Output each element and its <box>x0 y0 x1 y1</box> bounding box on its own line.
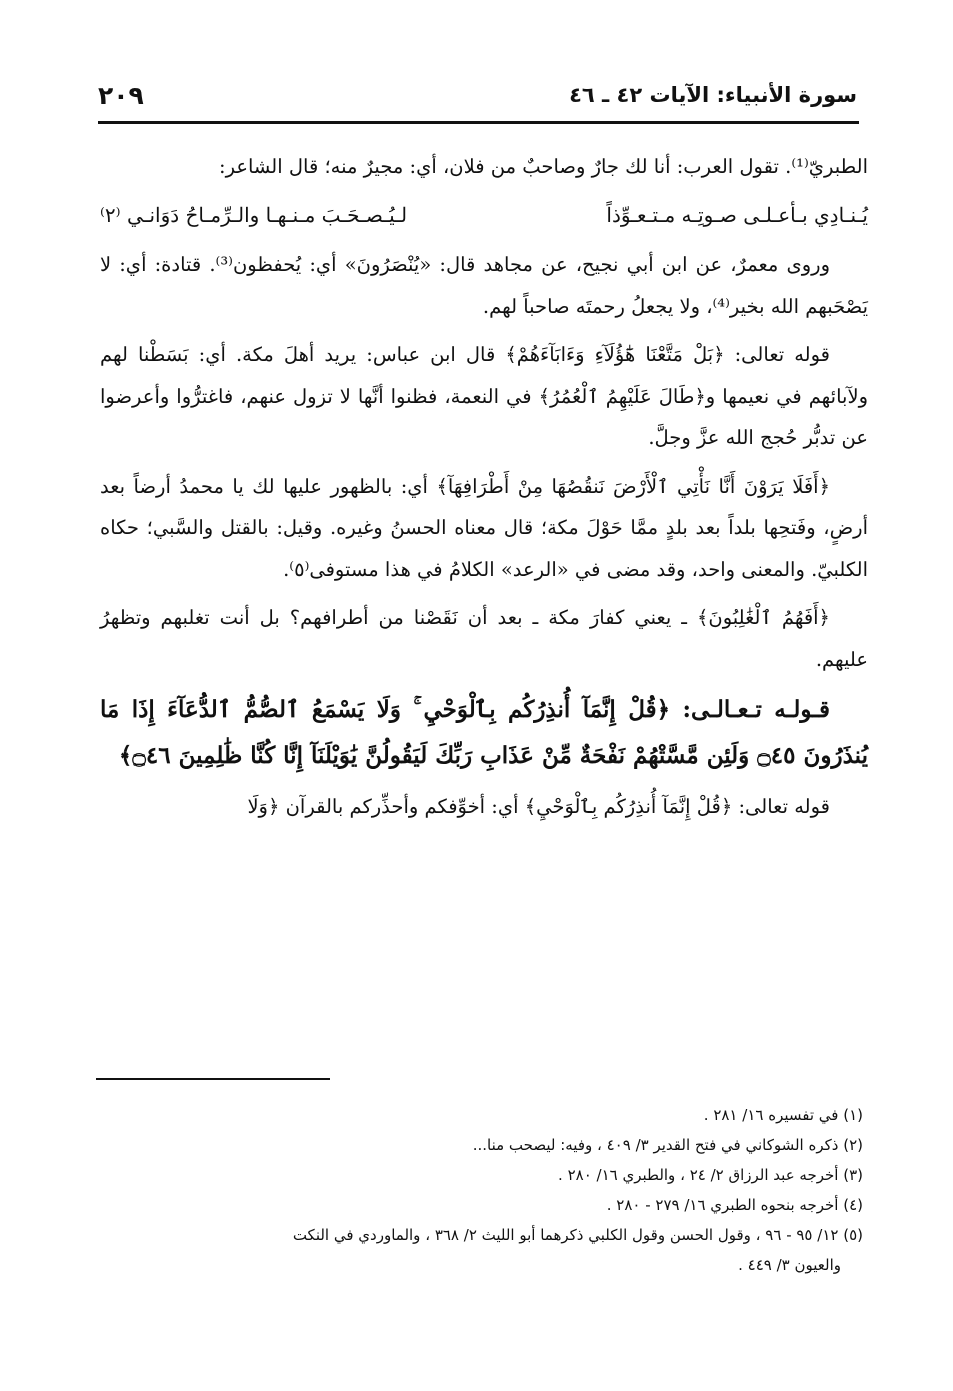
paragraph-6: قوله تعالى: ﴿قُلْ إِنَّمَآ أُنذِرُكُم بِٱلْوَحْيِ﴾ أي: أخوِّفكم وأحذِّركم بالقرآن ﴿وَلَا <box>247 795 830 818</box>
main-text <box>100 146 868 835</box>
paragraph-4: ﴿أَفَلَا يَرَوْنَ أَنَّا نَأْتِي ٱلْأَرْضَ نَنقُصُهَا مِنْ أَطْرَافِهَآ﴾ أي: بالظهور عليها لك يا محمدُ أرضاً بعد أرضٍ، وفَتحِها بلداً بعد بلدٍ ممَّا حَوْلَ مكة؛ قال معناه الحسنُ وغيره. وقيل: بالقتل والسَّبي؛ حكاه الكلبيّ. والمعنى واحد، وقد مضى في «الرعد» الكلامُ في هذا مستوفى⁽٥⁾. <box>100 474 868 581</box>
verse-heading: قـولـه تـعـالـى: ﴿قُلْ إِنَّمَآ أُنذِرُكُم بِٱلْوَحْيِ ۚ وَلَا يَسْمَعُ ٱلصُّمُّ ٱلدُّعَآءَ إِذَا مَا يُنذَرُونَ ۝٤٥ وَلَئِن مَّسَّتْهُمْ نَفْحَةٌ مِّنْ عَذَابِ رَبِّكَ لَيَقُولُنَّ يَٰوَيْلَنَآ إِنَّا كُنَّا ظَٰلِمِينَ ۝٤٦﴾ <box>100 696 868 769</box>
page-number: ٢٠٩ <box>98 80 144 110</box>
paragraph-2: وروى معمرٌ، عن ابن أبي نجيح، عن مجاهد قال: «يُنْصَرُونَ» أي: يُحفظون⁽³⁾. قتادة: أي: لا يَصْحَبهم الله بخير⁽⁴⁾، ولا يجعلُ رحمتَه صاحباً لهم. <box>100 253 868 318</box>
poetry-verse <box>100 195 868 237</box>
footnotes <box>110 1100 863 1280</box>
header-rule <box>98 121 859 124</box>
footnote-5-continued: والعيون ٣/ ٤٤٩ . <box>738 1256 841 1274</box>
footnote-5: (٥) ١٢/ ٩٥ - ٩٦ ، وقول الحسن وقول الكلبي ذكرهما أبو الليث ٢/ ٣٦٨ ، والماوردي في النكت <box>292 1226 863 1244</box>
chapter-title: سورة الأنبياء: الآيات ٤٢ ـ ٤٦ <box>569 83 857 107</box>
footnote-rule <box>96 1078 330 1080</box>
paragraph-5: ﴿أَفَهُمُ ٱلْغَٰلِبُونَ﴾ ـ يعني كفارَ مكة ـ بعد أن نَقَصْنا من أطرافهم؟ بل أنت تغلبهم وتظهرُ عليهم. <box>100 606 868 671</box>
page-header <box>98 70 857 120</box>
verse-first-hemistich: يُـنـادِي بـأعـلـى صـوتِـه مـتـعـوِّذاً <box>606 202 868 227</box>
paragraph-3: قوله تعالى: ﴿بَلْ مَتَّعْنَا هَٰٓؤُلَآءِ وَءَابَآءَهُمْ﴾ قال ابن عباس: يريد أهلَ مكة. أي: بَسَطْنا لهم ولآبائهم في نعيمها و﴿طَالَ عَلَيْهِمُ ٱلْعُمُرُ﴾ في النعمة، فظنوا أنَّها لا تزول عنهم، فاغترُّوا وأعرضوا عن تدبُّر حُجج الله عزَّ وجلَّ. <box>100 343 868 449</box>
footnote-1: (١) في تفسيره ١٦/ ٢٨١ . <box>703 1106 863 1124</box>
footnote-2: (٢) ذكره الشوكاني في فتح القدير ٣/ ٤٠٩ ، وفيه: ليصحب منا... <box>472 1136 863 1154</box>
footnote-4: (٤) أخرجه بنحوه الطبري ١٦/ ٢٧٩ - ٢٨٠ . <box>606 1196 863 1214</box>
footnote-3: (٣) أخرجه عبد الرزاق ٢/ ٢٤ ، والطبري ١٦/ ٢٨٠ . <box>558 1166 863 1184</box>
paragraph-1: الطبريّ⁽¹⁾. تقول العرب: أنا لك جارٌ وصاحبٌ من فلان، أي: مجيرٌ منه؛ قال الشاعر: <box>219 155 868 178</box>
verse-second-hemistich: لـيُـصـحَـبَ مـنـهـا والـرِّمـاحُ دَوَانـي ⁽٢⁾ <box>100 202 408 227</box>
